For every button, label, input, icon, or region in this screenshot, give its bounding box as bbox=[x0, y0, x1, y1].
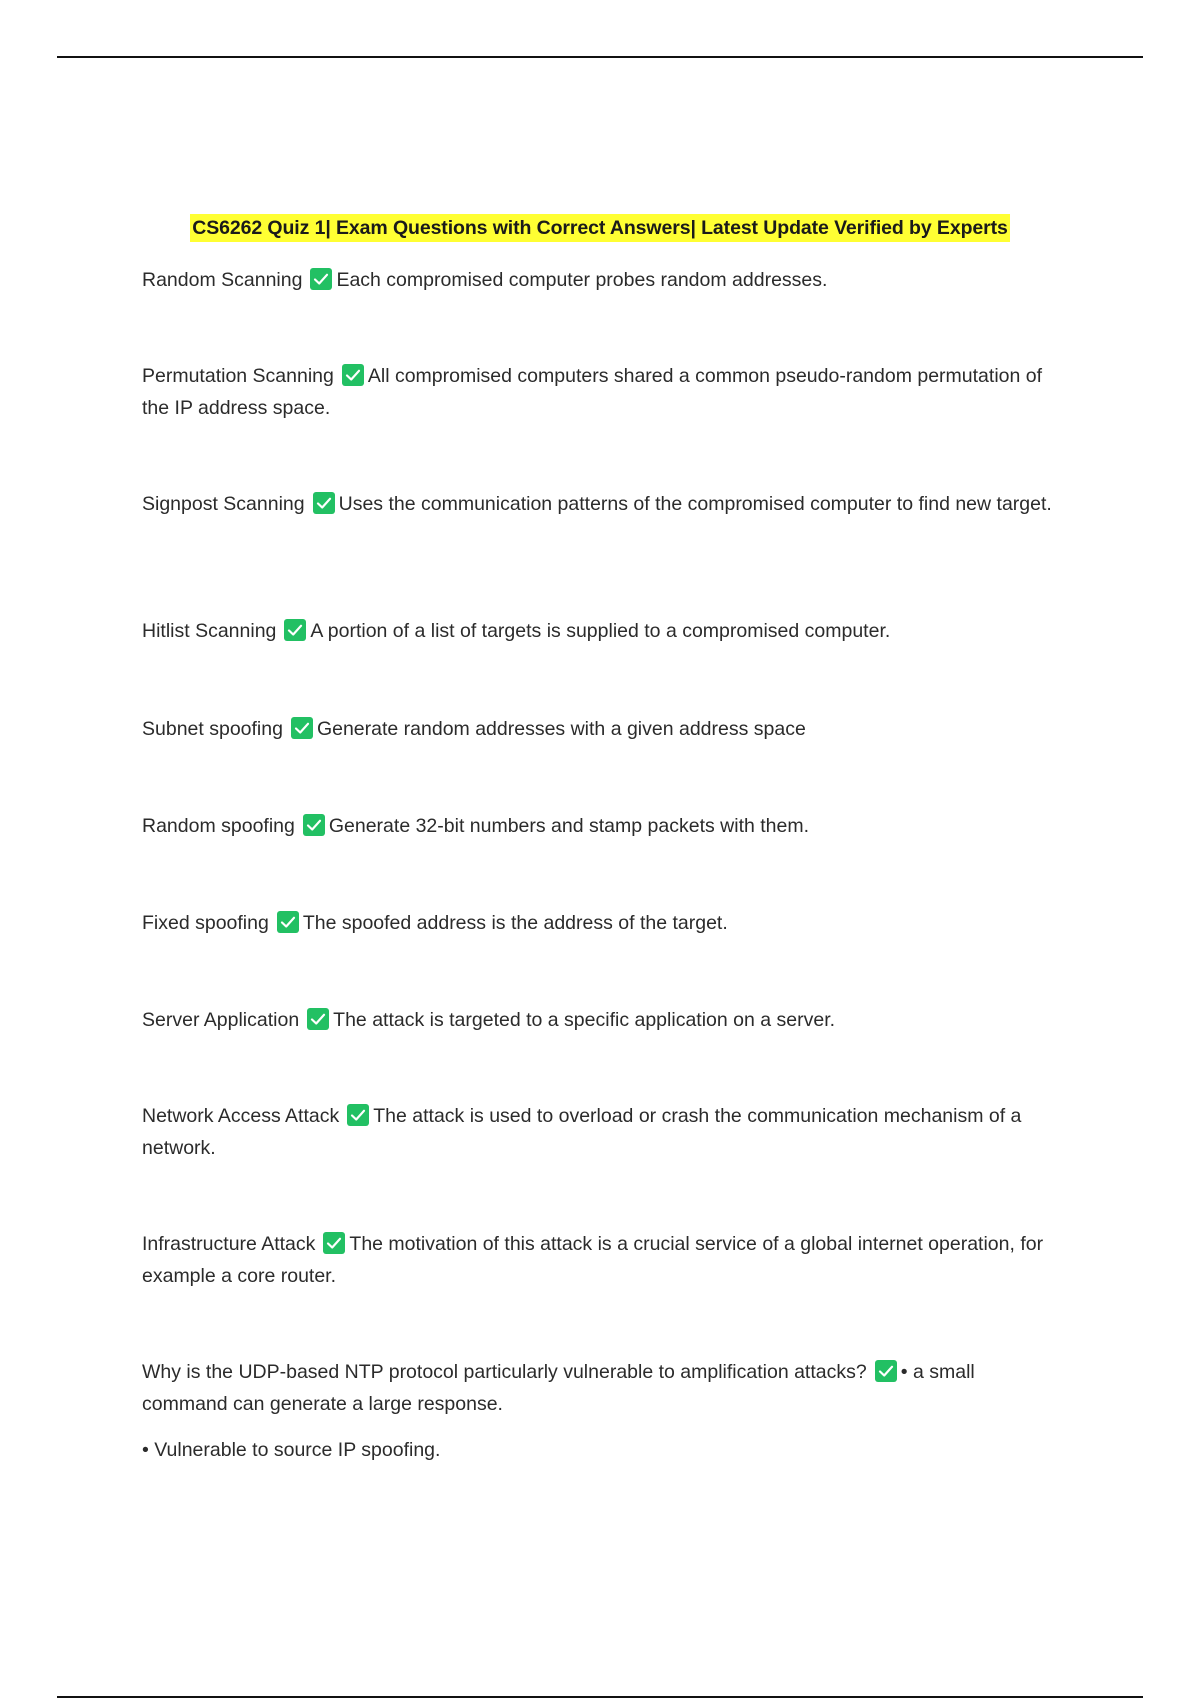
checkmark-icon bbox=[313, 492, 335, 514]
qa-term: Infrastructure Attack bbox=[142, 1233, 316, 1255]
checkmark-icon bbox=[291, 717, 313, 739]
qa-item bbox=[142, 1356, 1057, 1420]
bottom-rule bbox=[57, 1696, 1143, 1698]
checkmark-icon bbox=[347, 1104, 369, 1126]
qa-answer: Generate random addresses with a given address space bbox=[316, 718, 806, 740]
qa-answer: Generate 32-bit numbers and stamp packets with them. bbox=[328, 815, 810, 837]
qa-item bbox=[142, 488, 1057, 520]
qa-answer: Uses the communication patterns of the compromised computer to find new target. bbox=[338, 493, 1052, 515]
qa-item bbox=[142, 615, 1057, 647]
checkmark-icon bbox=[342, 364, 364, 386]
qa-item bbox=[142, 810, 1057, 842]
top-rule bbox=[57, 56, 1143, 58]
qa-term: Permutation Scanning bbox=[142, 365, 334, 387]
qa-term: Signpost Scanning bbox=[142, 493, 305, 515]
checkmark-icon bbox=[303, 814, 325, 836]
qa-item bbox=[142, 1228, 1057, 1292]
qa-answer: The motivation of this attack is a crucial service of a global internet operation, for example a core router. bbox=[142, 1233, 1044, 1287]
qa-item bbox=[142, 1100, 1057, 1164]
qa-term: Server Application bbox=[142, 1009, 300, 1031]
checkmark-icon bbox=[284, 619, 306, 641]
document-title: CS6262 Quiz 1| Exam Questions with Correct Answers| Latest Update Verified by Experts bbox=[190, 214, 1010, 242]
qa-answer: The spoofed address is the address of the target. bbox=[302, 912, 728, 934]
qa-answer: The attack is targeted to a specific application on a server. bbox=[333, 1009, 836, 1031]
checkmark-icon bbox=[875, 1360, 897, 1382]
qa-item bbox=[142, 713, 1057, 745]
qa-answer: All compromised computers shared a common pseudo-random permutation of the IP address space. bbox=[142, 365, 1043, 419]
qa-term: Network Access Attack bbox=[142, 1105, 340, 1127]
qa-term: Fixed spoofing bbox=[142, 912, 269, 934]
qa-term: Random Scanning bbox=[142, 269, 303, 291]
checkmark-icon bbox=[277, 911, 299, 933]
qa-item bbox=[142, 907, 1057, 939]
checkmark-icon bbox=[323, 1232, 345, 1254]
qa-answer: Each compromised computer probes random addresses. bbox=[336, 269, 828, 291]
qa-extra-line: • Vulnerable to source IP spoofing. bbox=[142, 1439, 441, 1461]
title-container bbox=[0, 214, 1200, 242]
qa-answer: A portion of a list of targets is supplied to a compromised computer. bbox=[310, 620, 891, 642]
qa-answer: The attack is used to overload or crash the communication mechanism of a network. bbox=[142, 1105, 1022, 1159]
qa-item bbox=[142, 264, 1057, 296]
checkmark-icon bbox=[307, 1008, 329, 1030]
qa-term: Hitlist Scanning bbox=[142, 620, 277, 642]
qa-answer: • a small command can generate a large response. bbox=[142, 1361, 975, 1415]
qa-item bbox=[142, 1004, 1057, 1036]
qa-term: Random spoofing bbox=[142, 815, 295, 837]
checkmark-icon bbox=[310, 268, 332, 290]
qa-term: Subnet spoofing bbox=[142, 718, 283, 740]
qa-term: Why is the UDP-based NTP protocol particularly vulnerable to amplification attacks? bbox=[142, 1361, 867, 1383]
qa-item bbox=[142, 360, 1057, 424]
